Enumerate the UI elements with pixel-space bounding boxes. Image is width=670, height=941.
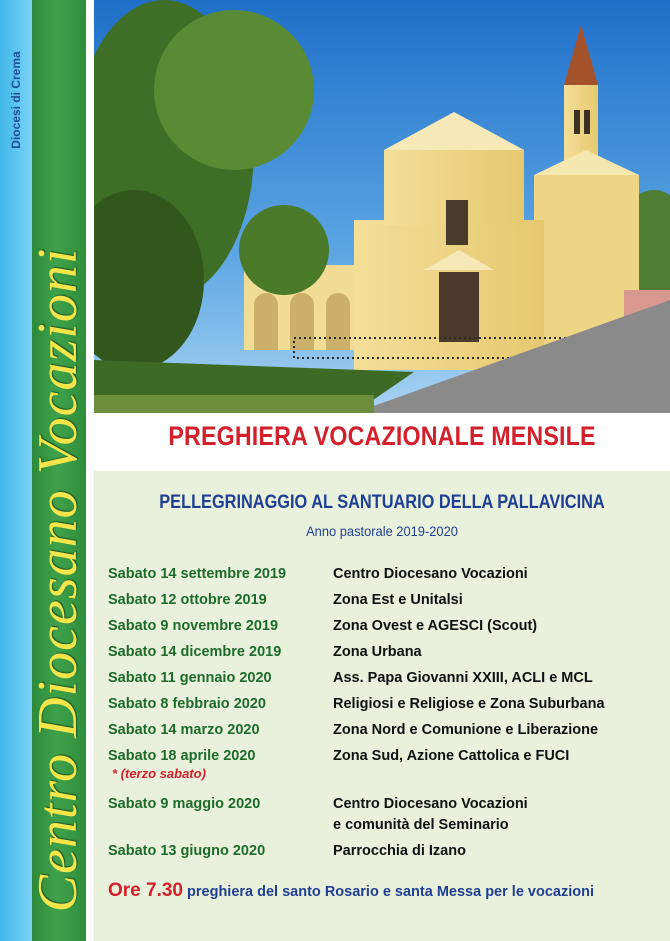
schedule-date: Sabato 14 dicembre 2019 [108,644,282,660]
schedule-date: Sabato 12 ottobre 2019 [108,592,267,608]
page-title: PREGHIERA VOCAZIONALE MENSILE [168,421,596,451]
schedule-desc: Zona Sud, Azione Cattolica e FUCI [333,748,570,764]
schedule-date: Sabato 9 novembre 2019 [108,618,279,634]
schedule-desc: Centro Diocesano Vocazioni [333,796,528,812]
schedule-date: Sabato 8 febbraio 2020 [108,696,266,712]
schedule-desc: Zona Nord e Comunione e Liberazione [333,722,599,738]
schedule-note: * (terzo sabato) [112,766,206,781]
schedule-date: Sabato 9 maggio 2020 [108,796,261,812]
footer-text: preghiera del santo Rosario e santa Messa per le vocazioni [183,884,594,900]
schedule-desc-continued: e comunità del Seminario [333,817,509,833]
schedule-desc: Parrocchia di Izano [333,843,466,859]
diocese-label: Diocesi di Crema [9,51,23,149]
pastoral-year: Anno pastorale 2019-2020 [306,523,458,539]
schedule-date: Sabato 18 aprile 2020 [108,748,256,764]
subtitle: PELLEGRINAGGIO AL SANTUARIO DELLA PALLAVICINA [159,492,605,513]
schedule-desc: Centro Diocesano Vocazioni [333,566,528,582]
footer-note [108,880,668,902]
schedule-desc: Religiosi e Religiose e Zona Suburbana [333,696,605,712]
schedule-desc: Zona Est e Unitalsi [333,592,463,608]
sanctuary-photo [94,0,670,413]
schedule-date: Sabato 14 settembre 2019 [108,566,287,582]
schedule-desc: Zona Ovest e AGESCI (Scout) [333,618,538,634]
schedule-desc: Ass. Papa Giovanni XXIII, ACLI e MCL [333,670,593,686]
footer-time: Ore 7.30 [108,880,183,901]
schedule-date: Sabato 14 marzo 2020 [108,722,260,738]
schedule-date: Sabato 13 giugno 2020 [108,843,266,859]
schedule-date: Sabato 11 gennaio 2020 [108,670,272,686]
centre-name-vertical: Centro Diocesano Vocazioni [27,247,89,913]
schedule-desc: Zona Urbana [333,644,422,660]
